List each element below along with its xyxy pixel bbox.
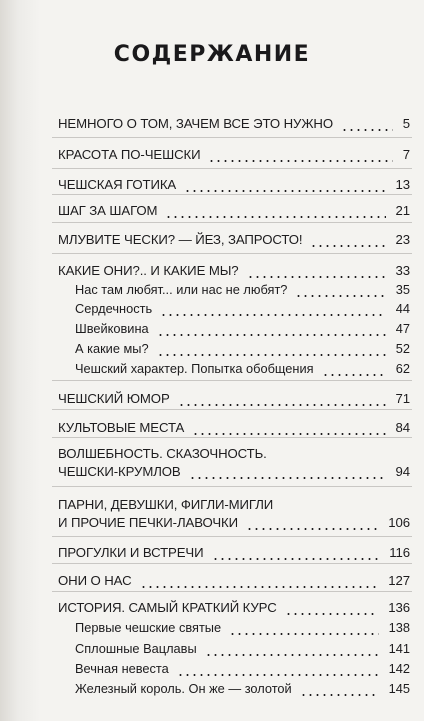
toc-subchapter[interactable] [75,321,410,339]
toc-page-number: 33 [395,263,410,278]
toc-entry-title: ЧЕШСКАЯ ГОТИКА [58,177,177,192]
toc-chapter[interactable] [58,203,410,221]
toc-subchapter[interactable] [75,620,410,638]
toc-entry-title: КАКИЕ ОНИ?.. И КАКИЕ МЫ? [58,263,239,278]
dot-leader [300,694,379,696]
toc-entry-title: ПРОГУЛКИ И ВСТРЕЧИ [58,545,204,560]
divider-line [52,222,412,223]
dot-leader [341,129,393,131]
toc-page-number: 136 [388,600,410,615]
divider-line [52,168,412,169]
toc-entry-title: ШАГ ЗА ШАГОМ [58,203,158,218]
toc-entry-title: НЕМНОГО О ТОМ, ЗАЧЕМ ВСЕ ЭТО НУЖНО [58,116,333,131]
dot-leader [246,528,378,530]
toc-entry-title: МЛУВИТЕ ЧЕСКИ? — ЙЕЗ, ЗАПРОСТО! [58,232,303,247]
divider-line [52,591,412,592]
divider-line [52,409,412,410]
toc-chapter[interactable] [58,573,410,591]
dot-leader [184,190,386,192]
dot-leader [160,314,386,316]
dot-leader [322,374,386,376]
toc-subchapter[interactable] [75,361,410,379]
toc-page-number: 142 [388,661,410,676]
dot-leader [208,160,393,162]
toc-entry-title: Нас там любят... или нас не любят? [75,282,288,297]
toc-chapter[interactable] [58,177,410,195]
page-title: СОДЕРЖАНИЕ [113,42,311,67]
dot-leader [157,334,386,336]
toc-chapter[interactable] [58,116,410,134]
toc-page-number: 5 [402,116,410,131]
toc-subchapter[interactable] [75,341,410,359]
toc-page-number: 44 [395,301,410,316]
toc-page-number: 62 [395,361,410,376]
toc-page-number: 71 [395,391,410,406]
toc-entry-title: ИСТОРИЯ. САМЫЙ КРАТКИЙ КУРС [58,600,277,615]
toc-chapter[interactable] [58,545,410,563]
dot-leader [285,613,378,615]
dot-leader [178,404,386,406]
toc-entry-title: Первые чешские святые [75,620,222,635]
toc-subchapter[interactable] [75,641,410,659]
dot-leader [189,477,386,479]
toc-page-number: 13 [395,177,410,192]
dot-leader [229,633,379,635]
dot-leader [192,433,386,435]
toc-entry-title: ЧЕШСКИ-КРУМЛОВ [58,464,181,479]
divider-line [52,486,412,487]
toc-page-number: 141 [388,641,410,656]
toc-chapter[interactable] [58,263,410,281]
toc-entry-title: Чешский характер. Попытка обобщения [75,361,314,376]
dot-leader [205,654,379,656]
dot-leader [310,245,386,247]
toc-page-number: 23 [395,232,410,247]
toc-page-number: 47 [395,321,410,336]
toc-entry-title: ПАРНИ, ДЕВУШКИ, ФИГЛИ-МИГЛИ [58,497,274,512]
toc-chapter[interactable] [58,420,410,438]
toc-entry-title: ВОЛШЕБНОСТЬ. СКАЗОЧНОСТЬ. [58,446,267,461]
toc-entry-title: А какие мы? [75,341,149,356]
toc-page-number: 84 [395,420,410,435]
dot-leader [165,216,386,218]
toc-chapter[interactable] [58,147,410,165]
toc-entry-title: И ПРОЧИЕ ПЕЧКИ-ЛАВОЧКИ [58,515,238,530]
toc-entry-title: Железный король. Он же — золотой [75,681,292,696]
dot-leader [157,354,386,356]
toc-page-number: 106 [388,515,410,530]
toc-page-number: 145 [388,681,410,696]
toc-entry-title: Вечная невеста [75,661,169,676]
toc-chapter[interactable] [58,446,410,482]
toc-page-number: 52 [395,341,410,356]
divider-line [52,137,412,138]
dot-leader [295,295,386,297]
divider-line [52,253,412,254]
toc-page-number: 127 [388,573,410,588]
toc-subchapter[interactable] [75,282,410,300]
dot-leader [212,558,379,560]
toc-page-number: 21 [395,203,410,218]
dot-leader [140,586,378,588]
toc-entry-title: ЧЕШСКИЙ ЮМОР [58,391,170,406]
toc-chapter[interactable] [58,232,410,250]
toc-entry-title: Сплошные Вацлавы [75,641,197,656]
toc-entry-title: Сердечность [75,301,153,316]
toc-entry-title: КРАСОТА ПО-ЧЕШСКИ [58,147,201,162]
toc-page-number: 35 [395,282,410,297]
toc-subchapter[interactable] [75,681,410,699]
toc-subchapter[interactable] [75,301,410,319]
dot-leader [177,674,379,676]
toc-chapter[interactable] [58,391,410,409]
divider-line [52,536,412,537]
toc-entry-title: ОНИ О НАС [58,573,132,588]
toc-page-number: 116 [389,545,410,560]
toc-page-number: 7 [402,147,410,162]
toc-chapter[interactable] [58,497,410,533]
divider-line [52,380,412,381]
divider-line [52,563,412,564]
dot-leader [247,276,386,278]
toc-subchapter[interactable] [75,661,410,679]
toc-entry-title: КУЛЬТОВЫЕ МЕСТА [58,420,185,435]
toc-page-number: 138 [388,620,410,635]
toc-page-number: 94 [395,464,410,479]
toc-entry-title: Швейковина [75,321,149,336]
toc-chapter[interactable] [58,600,410,618]
